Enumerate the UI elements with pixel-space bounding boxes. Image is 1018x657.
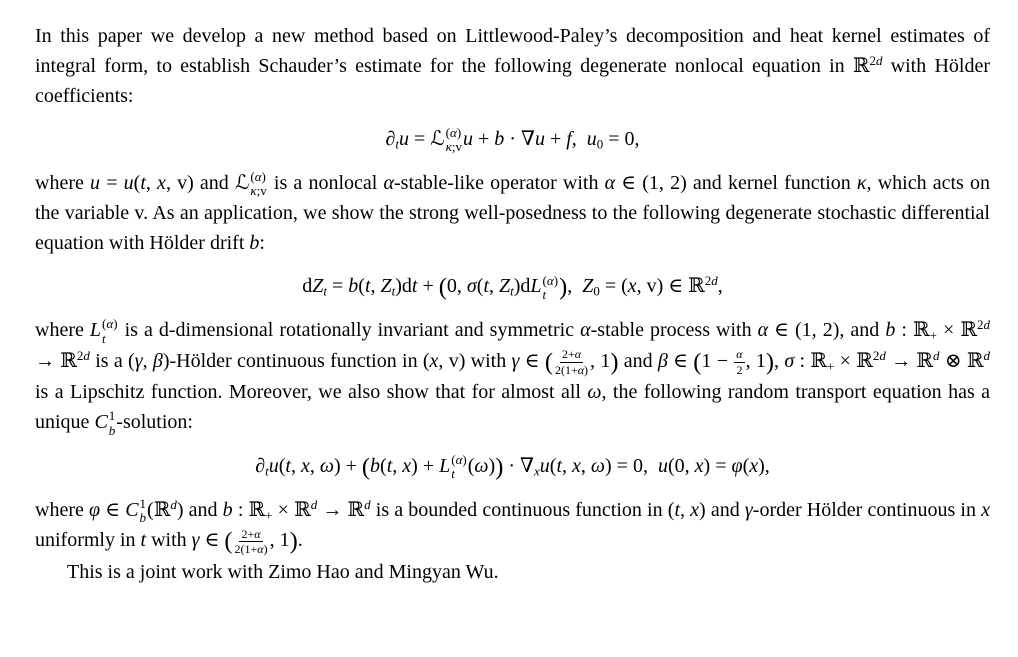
math-italic-run: φ <box>89 498 101 521</box>
sup-script <box>977 317 990 332</box>
text-run: , v) ∈ <box>636 275 689 298</box>
text-run: · <box>503 454 521 477</box>
text-run: + <box>544 128 567 150</box>
transport-equation <box>35 451 990 482</box>
big-paren: ) <box>610 348 619 376</box>
text-run: ∇ <box>520 454 534 477</box>
text-run: is a bounded continuous function in ( <box>370 498 675 521</box>
text-run: ) <box>462 451 467 467</box>
text-run: ) and <box>176 498 223 521</box>
fraction-denominator <box>735 363 743 377</box>
math-italic-run: C <box>94 411 108 434</box>
math-italic-run: t <box>556 454 562 477</box>
text-run: 2 <box>76 347 84 363</box>
text-run: : ℝ <box>232 498 266 521</box>
text-run: 0 <box>593 283 600 299</box>
text-run: ∈ <box>519 349 545 372</box>
big-paren: ) <box>495 453 504 481</box>
math-italic-run: x <box>429 349 439 372</box>
superscript-row <box>140 497 147 511</box>
math-italic-run: b <box>108 422 116 438</box>
math-italic-run: γ <box>134 349 143 372</box>
text-run: = <box>100 171 124 194</box>
subscript-row <box>250 184 266 198</box>
math-italic-run: L <box>89 319 102 342</box>
text-run: × ℝ <box>936 319 977 342</box>
text-run: with Hölder coefficients: <box>35 55 990 107</box>
text-run: (0, <box>667 454 695 477</box>
math-italic-run: L <box>530 275 542 298</box>
operator-description-paragraph <box>35 168 990 259</box>
text-run: ) <box>263 542 268 557</box>
text-run: where <box>35 171 91 194</box>
math-italic-run: t <box>140 529 147 552</box>
big-paren: ( <box>544 348 553 376</box>
text-run: ∈ (1, 2) and kernel function <box>615 171 857 194</box>
math-italic-run: u <box>463 128 474 150</box>
text-run: · <box>504 128 521 150</box>
subscript-row <box>451 467 455 481</box>
math-italic-run: t <box>386 454 393 477</box>
math-italic-run: ω <box>319 454 334 477</box>
text-run: is a d-dimensional rotationally invariant and symmetric <box>118 319 581 342</box>
big-paren: ) <box>559 273 568 301</box>
text-run: ∈ (1, 2), and <box>768 319 886 342</box>
math-italic-run: x <box>157 171 166 194</box>
math-italic-run: Z <box>380 275 392 298</box>
math-italic-run: σ <box>466 275 477 298</box>
math-italic-run: Z <box>499 275 511 298</box>
text-run: d <box>302 275 313 298</box>
math-italic-run: φ <box>731 454 743 477</box>
sub-script <box>265 507 272 522</box>
text-run: where <box>35 319 90 342</box>
text-run: -solution: <box>116 411 193 434</box>
text-run: 0 <box>596 136 604 152</box>
text-run: = <box>408 128 431 150</box>
math-italic-run: t <box>140 171 146 194</box>
text-run: = <box>326 275 349 298</box>
math-italic-run: α <box>383 171 394 194</box>
text-run: ℝ <box>852 55 870 77</box>
fraction-denominator <box>234 542 269 556</box>
math-italic-run: α <box>574 347 582 362</box>
text-run: -stable-like operator with <box>394 171 605 194</box>
math-italic-run: d <box>983 347 991 363</box>
text-run: = ( <box>599 275 628 298</box>
text-run: uniformly in <box>35 529 141 552</box>
supsub-stack <box>102 317 118 346</box>
text-run: ) <box>488 454 496 477</box>
text-run: + <box>473 128 495 150</box>
fraction <box>734 347 744 377</box>
text-run: ) <box>584 362 589 377</box>
math-italic-run: t <box>542 286 547 302</box>
math-italic-run: t <box>510 283 514 299</box>
math-italic-run: C <box>125 498 139 521</box>
math-italic-run: α <box>736 347 743 362</box>
text-run: ( <box>467 454 475 477</box>
fraction <box>234 527 269 557</box>
math-italic-run: d <box>933 347 940 363</box>
big-paren: ) <box>289 527 298 555</box>
math-italic-run: d <box>83 347 90 363</box>
math-italic-run: σ <box>784 349 795 372</box>
superscript-row <box>109 409 116 423</box>
script-letter: ℒ <box>430 128 445 150</box>
math-italic-run: b <box>494 128 505 150</box>
math-italic-run: γ <box>191 529 200 552</box>
text-run: , <box>489 275 499 298</box>
text-run: is a nonlocal <box>267 171 384 194</box>
fraction-numerator <box>560 347 583 362</box>
text-run: , 1 <box>745 349 766 372</box>
text-run: ) = 0, <box>605 454 658 477</box>
text-run: ;v <box>256 183 267 199</box>
text-run: ( <box>476 275 484 298</box>
math-italic-run: t <box>391 283 396 299</box>
superscript-row <box>451 453 467 467</box>
text-run: 2 <box>869 52 876 68</box>
math-italic-run: α <box>604 171 616 194</box>
math-italic-run: ω <box>587 381 602 404</box>
text-run: , <box>370 275 381 298</box>
math-italic-run: u <box>657 454 668 477</box>
text-run: 2+ <box>561 347 575 362</box>
supsub-stack <box>451 453 467 482</box>
text-run: ∈ <box>667 349 694 372</box>
math-italic-run: u <box>534 128 545 150</box>
math-italic-run: ∂ <box>385 128 396 150</box>
text-run: ) <box>261 168 266 184</box>
math-italic-run: d <box>364 496 371 512</box>
text-run: , <box>580 454 591 477</box>
text-run: ( <box>742 454 750 477</box>
text-run: In this paper we develop a new method based on Littlewood-Paley’s decomposition and heat kernel estimates of integral form, to establish Schauder’s estimate for the following degenerate nonlocal equation in <box>35 25 990 77</box>
text-run: , v) and <box>165 171 235 194</box>
math-italic-run: κ <box>445 139 452 155</box>
fraction <box>554 347 589 377</box>
text-run: )-Hölder continuous function in ( <box>162 349 430 372</box>
math-italic-run: α <box>455 451 463 467</box>
math-italic-run: t <box>102 330 106 346</box>
math-italic-run: x <box>690 498 700 521</box>
text-run: ) <box>553 272 559 288</box>
script-letter: ℒ <box>234 171 250 194</box>
text-run: (ℝ <box>147 498 171 521</box>
text-run: , <box>392 454 403 477</box>
math-italic-run: d <box>711 273 718 289</box>
text-run: ∇ <box>520 128 535 150</box>
math-italic-run: t <box>285 454 291 477</box>
text-run: , 1 <box>590 349 611 372</box>
text-run: and <box>618 349 658 372</box>
math-italic-run: ω <box>474 454 489 477</box>
text-run: ), <box>758 454 770 477</box>
math-italic-run: t <box>451 466 455 482</box>
math-italic-run: b <box>348 275 359 298</box>
superscript-row <box>250 170 266 184</box>
math-italic-run: u <box>268 454 279 477</box>
text-run: × ℝ <box>834 349 873 372</box>
sup-script <box>869 53 882 68</box>
math-italic-run: α <box>577 362 585 377</box>
math-italic-run: κ <box>856 171 867 194</box>
math-italic-run: t <box>395 136 399 152</box>
sup-script <box>705 273 718 288</box>
math-italic-run: α <box>757 319 769 342</box>
math-italic-run: β <box>152 349 163 372</box>
math-italic-run: α <box>254 168 262 184</box>
text-run: ( <box>278 454 286 477</box>
text-run: where <box>35 498 90 521</box>
nonlocal-pde-equation <box>35 124 990 155</box>
math-italic-run: α <box>580 319 591 342</box>
text-run: )d <box>513 275 531 298</box>
text-run: , <box>571 128 587 150</box>
text-run: ) <box>113 316 118 332</box>
math-italic-run: α <box>449 125 457 141</box>
math-italic-run: β <box>657 349 668 372</box>
text-run: . <box>297 529 303 552</box>
text-run: ( <box>445 125 450 141</box>
math-italic-run: α <box>546 272 554 288</box>
math-italic-run: L <box>439 454 451 477</box>
math-italic-run: x <box>402 454 412 477</box>
text-run: , v) with <box>438 349 512 372</box>
sup-script <box>873 348 886 363</box>
text-run: → ℝ <box>885 349 934 372</box>
math-italic-run: x <box>572 454 581 477</box>
holder-condition-paragraph <box>35 495 990 557</box>
text-run: × ℝ <box>272 498 311 521</box>
text-run: This is a joint work with Zimo Hao and Mingyan Wu. <box>67 560 499 583</box>
fraction-numerator <box>239 527 262 542</box>
text-run: ( <box>380 454 387 477</box>
text-run: ( <box>451 451 456 467</box>
text-run: ( <box>549 454 557 477</box>
text-run: -order Hölder continuous in <box>752 498 982 521</box>
text-run: 0, <box>446 275 467 298</box>
math-italic-run: x <box>300 454 310 477</box>
math-italic-run: γ <box>744 498 753 521</box>
text-run: 2(1+ <box>554 362 578 377</box>
math-italic-run: u <box>539 454 550 477</box>
math-italic-run: d <box>875 52 883 68</box>
text-run: ( <box>133 171 141 194</box>
math-italic-run: ω <box>590 454 606 477</box>
math-italic-run: b <box>222 498 233 521</box>
math-italic-run: ∂ <box>255 454 266 477</box>
sup-script <box>984 348 991 363</box>
text-run: , <box>567 275 583 298</box>
math-italic-run: d <box>170 496 177 512</box>
text-run: , <box>142 349 153 372</box>
stable-process-paragraph <box>35 315 990 438</box>
text-run: → ℝ <box>35 349 77 372</box>
text-run: )d <box>395 275 412 298</box>
fraction-denominator <box>554 363 589 377</box>
math-italic-run: t <box>364 275 371 298</box>
big-paren: ( <box>438 273 447 301</box>
text-run: is a ( <box>89 349 135 372</box>
text-run: , <box>774 349 785 372</box>
text-run: , <box>562 454 572 477</box>
math-italic-run: α <box>106 316 114 332</box>
text-run: ℝ <box>688 275 705 298</box>
math-italic-run: t <box>411 275 418 298</box>
text-run: ) + <box>411 454 440 477</box>
subscript-row <box>102 332 106 346</box>
text-run: → ℝ <box>317 498 365 521</box>
text-run: ⊗ ℝ <box>939 349 984 372</box>
text-run: ;v <box>451 139 463 155</box>
text-run: , the following random transport equation has a unique <box>35 381 990 434</box>
sde-equation <box>35 271 990 302</box>
math-italic-run: α <box>254 526 261 541</box>
text-run: 1 <box>139 495 147 511</box>
text-run: + <box>265 506 273 522</box>
intro-paragraph <box>35 21 990 111</box>
text-run: is a Lipschitz function. Moreover, we also show that for almost all <box>35 381 588 404</box>
math-italic-run: Z <box>582 275 594 298</box>
math-italic-run: u <box>586 128 597 150</box>
math-italic-run: t <box>483 275 489 298</box>
supsub-stack <box>250 170 266 199</box>
math-italic-run: u <box>90 171 101 194</box>
subscript-row <box>543 288 547 302</box>
math-italic-run: x <box>981 498 990 521</box>
text-run: 2 <box>976 316 984 332</box>
text-run: + <box>929 327 937 343</box>
math-italic-run: b <box>249 232 260 255</box>
math-italic-run: t <box>323 283 327 299</box>
text-run: 2 <box>872 347 880 363</box>
math-italic-run: x <box>627 275 637 298</box>
math-italic-run: γ <box>511 349 520 372</box>
big-paren: ( <box>224 527 233 555</box>
math-italic-run: u <box>123 171 134 194</box>
text-run: ) + <box>333 454 362 477</box>
superscript-row <box>446 126 462 140</box>
math-italic-run: b <box>885 319 896 342</box>
big-paren: ( <box>693 348 702 376</box>
text-run: 2(1+ <box>234 542 258 557</box>
text-run: 2+ <box>241 526 255 541</box>
text-run: , <box>309 454 320 477</box>
math-italic-run: x <box>749 454 759 477</box>
joint-work-line <box>35 557 990 587</box>
text-run: 2 <box>704 273 712 289</box>
text-run: , which acts on the variable v. As an application, we show the strong well-posedness to the following degenerate stochastic differential equation with Hölder drift <box>35 171 990 255</box>
math-italic-run: α <box>257 542 264 557</box>
superscript-row <box>102 317 118 331</box>
text-run: , <box>680 498 691 521</box>
supsub-stack <box>140 497 147 526</box>
text-run: with <box>146 529 192 552</box>
supsub-stack <box>446 126 462 155</box>
text-run: : ℝ <box>794 349 827 372</box>
sup-script <box>77 348 90 363</box>
text-run: ( <box>250 168 255 184</box>
math-italic-run: d <box>879 347 886 363</box>
supsub-stack <box>109 409 116 438</box>
math-italic-run: x <box>533 463 540 479</box>
text-run: , <box>290 454 301 477</box>
text-run: , 1 <box>269 529 290 552</box>
math-italic-run: b <box>370 454 381 477</box>
text-run: : <box>259 232 265 255</box>
text-run: ( <box>102 316 107 332</box>
text-run: , <box>145 171 158 194</box>
subscript-row <box>109 424 116 438</box>
math-italic-run: t <box>674 498 680 521</box>
text-run: + <box>417 275 439 298</box>
superscript-row <box>543 274 559 288</box>
math-italic-run: d <box>310 496 318 512</box>
text-run: + <box>826 358 835 374</box>
big-paren: ) <box>765 348 775 376</box>
math-italic-run: Z <box>312 275 324 298</box>
text-run: ∈ <box>199 529 225 552</box>
text-run: -stable process with <box>590 319 758 342</box>
text-run: ) and <box>699 498 745 521</box>
big-paren: ( <box>361 453 371 481</box>
math-italic-run: t <box>265 463 269 479</box>
text-run: ) <box>456 125 462 141</box>
math-italic-run: u <box>398 128 409 150</box>
text-run: 1 <box>108 408 116 424</box>
supsub-stack <box>543 274 559 303</box>
text-run: : ℝ <box>895 319 930 342</box>
text-run: ( <box>358 275 365 298</box>
text-run: 2 <box>736 362 743 377</box>
text-run: 1 − <box>701 349 734 372</box>
abstract-body <box>35 21 990 587</box>
fraction-numerator <box>734 347 744 362</box>
text-run: , <box>717 275 723 298</box>
text-run: = 0, <box>603 128 640 150</box>
subscript-row <box>140 511 147 525</box>
math-italic-run: f <box>566 128 572 150</box>
text-run: ∈ <box>100 498 126 521</box>
math-italic-run: d <box>983 316 990 332</box>
text-run: ( <box>542 272 547 288</box>
math-italic-run: x <box>694 454 704 477</box>
subscript-row <box>446 140 462 154</box>
sub-script <box>930 327 937 342</box>
math-italic-run: b <box>139 509 147 525</box>
math-italic-run: κ <box>250 183 257 199</box>
text-run: ) = <box>703 454 732 477</box>
